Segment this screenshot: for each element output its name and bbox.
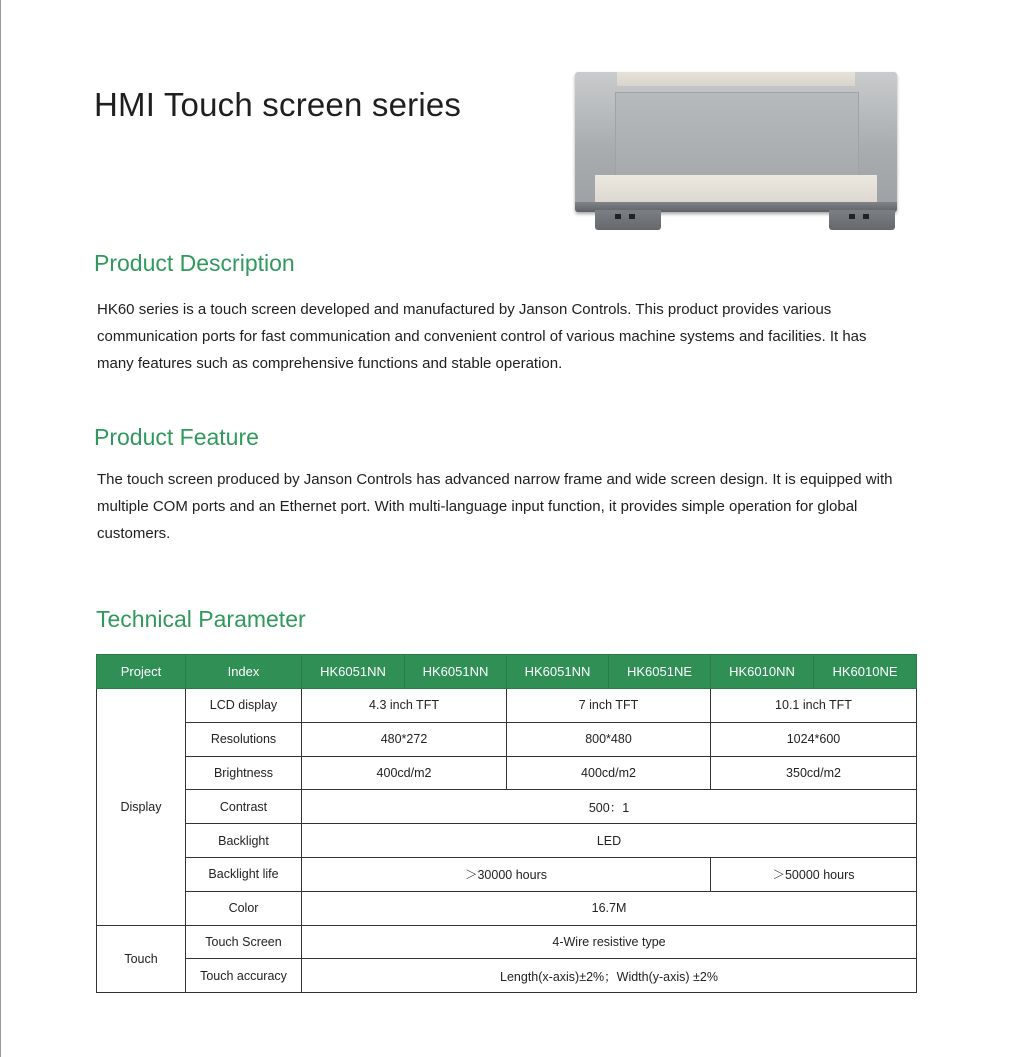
hmi-foot-right bbox=[829, 210, 895, 230]
table-cell: 350cd/m2 bbox=[711, 756, 917, 790]
product-description-text: HK60 series is a touch screen developed and manufactured by Janson Controls. This product provides various communication ports for fast communication and convenient control of various machine systems and facilities. It has many features such as comprehensive functions and stable operation. bbox=[97, 301, 867, 372]
page-left-border bbox=[0, 0, 1, 1057]
spec-table bbox=[96, 654, 917, 993]
table-row bbox=[97, 925, 917, 959]
product-description-heading: Product Description bbox=[94, 250, 295, 276]
hmi-bezel bbox=[575, 72, 897, 212]
table-cell: ＞30000 hours bbox=[302, 857, 711, 891]
product-feature-text: The touch screen produced by Janson Controls has advanced narrow frame and wide screen design. It is equipped with multiple COM ports and an Ethernet port. With multi-language input function, it provides simple operation for global customers. bbox=[97, 471, 893, 542]
table-cell: 800*480 bbox=[507, 722, 711, 756]
product-feature-heading: Product Feature bbox=[94, 424, 259, 450]
row-index: LCD display bbox=[186, 689, 302, 723]
table-row bbox=[97, 891, 917, 925]
header-model: HK6051NN bbox=[507, 655, 609, 689]
row-index: Brightness bbox=[186, 756, 302, 790]
table-cell: 4.3 inch TFT bbox=[302, 689, 507, 723]
hmi-foot-left bbox=[595, 210, 661, 230]
table-cell: 500：1 bbox=[302, 790, 917, 824]
table-row bbox=[97, 790, 917, 824]
header-model: HK6051NN bbox=[405, 655, 507, 689]
table-cell: Length(x-axis)±2%；Width(y-axis) ±2% bbox=[302, 959, 917, 993]
table-cell: 480*272 bbox=[302, 722, 507, 756]
row-index: Touch Screen bbox=[186, 925, 302, 959]
table-cell: 400cd/m2 bbox=[302, 756, 507, 790]
hmi-screen bbox=[615, 92, 859, 176]
table-row bbox=[97, 857, 917, 891]
technical-parameter-heading: Technical Parameter bbox=[96, 606, 306, 632]
group-display: Display bbox=[97, 689, 186, 926]
table-cell: 400cd/m2 bbox=[507, 756, 711, 790]
table-row bbox=[97, 824, 917, 858]
row-index: Contrast bbox=[186, 790, 302, 824]
spec-table-header bbox=[97, 655, 917, 689]
table-row bbox=[97, 959, 917, 993]
table-cell: 1024*600 bbox=[711, 722, 917, 756]
row-index: Color bbox=[186, 891, 302, 925]
header-index: Index bbox=[186, 655, 302, 689]
table-cell: 16.7M bbox=[302, 891, 917, 925]
table-cell: 4-Wire resistive type bbox=[302, 925, 917, 959]
table-row bbox=[97, 722, 917, 756]
table-cell: ＞50000 hours bbox=[711, 857, 917, 891]
table-cell: LED bbox=[302, 824, 917, 858]
row-index: Resolutions bbox=[186, 722, 302, 756]
table-cell: 7 inch TFT bbox=[507, 689, 711, 723]
product-image bbox=[575, 72, 897, 232]
table-row bbox=[97, 689, 917, 723]
row-index: Backlight bbox=[186, 824, 302, 858]
header-model: HK6010NN bbox=[711, 655, 814, 689]
row-index: Backlight life bbox=[186, 857, 302, 891]
table-row bbox=[97, 756, 917, 790]
row-index: Touch accuracy bbox=[186, 959, 302, 993]
table-cell: 10.1 inch TFT bbox=[711, 689, 917, 723]
header-model: HK6010NE bbox=[814, 655, 917, 689]
header-model: HK6051NE bbox=[609, 655, 711, 689]
page-title: HMI Touch screen series bbox=[94, 86, 462, 123]
header-model: HK6051NN bbox=[302, 655, 405, 689]
group-touch: Touch bbox=[97, 925, 186, 993]
header-project: Project bbox=[97, 655, 186, 689]
